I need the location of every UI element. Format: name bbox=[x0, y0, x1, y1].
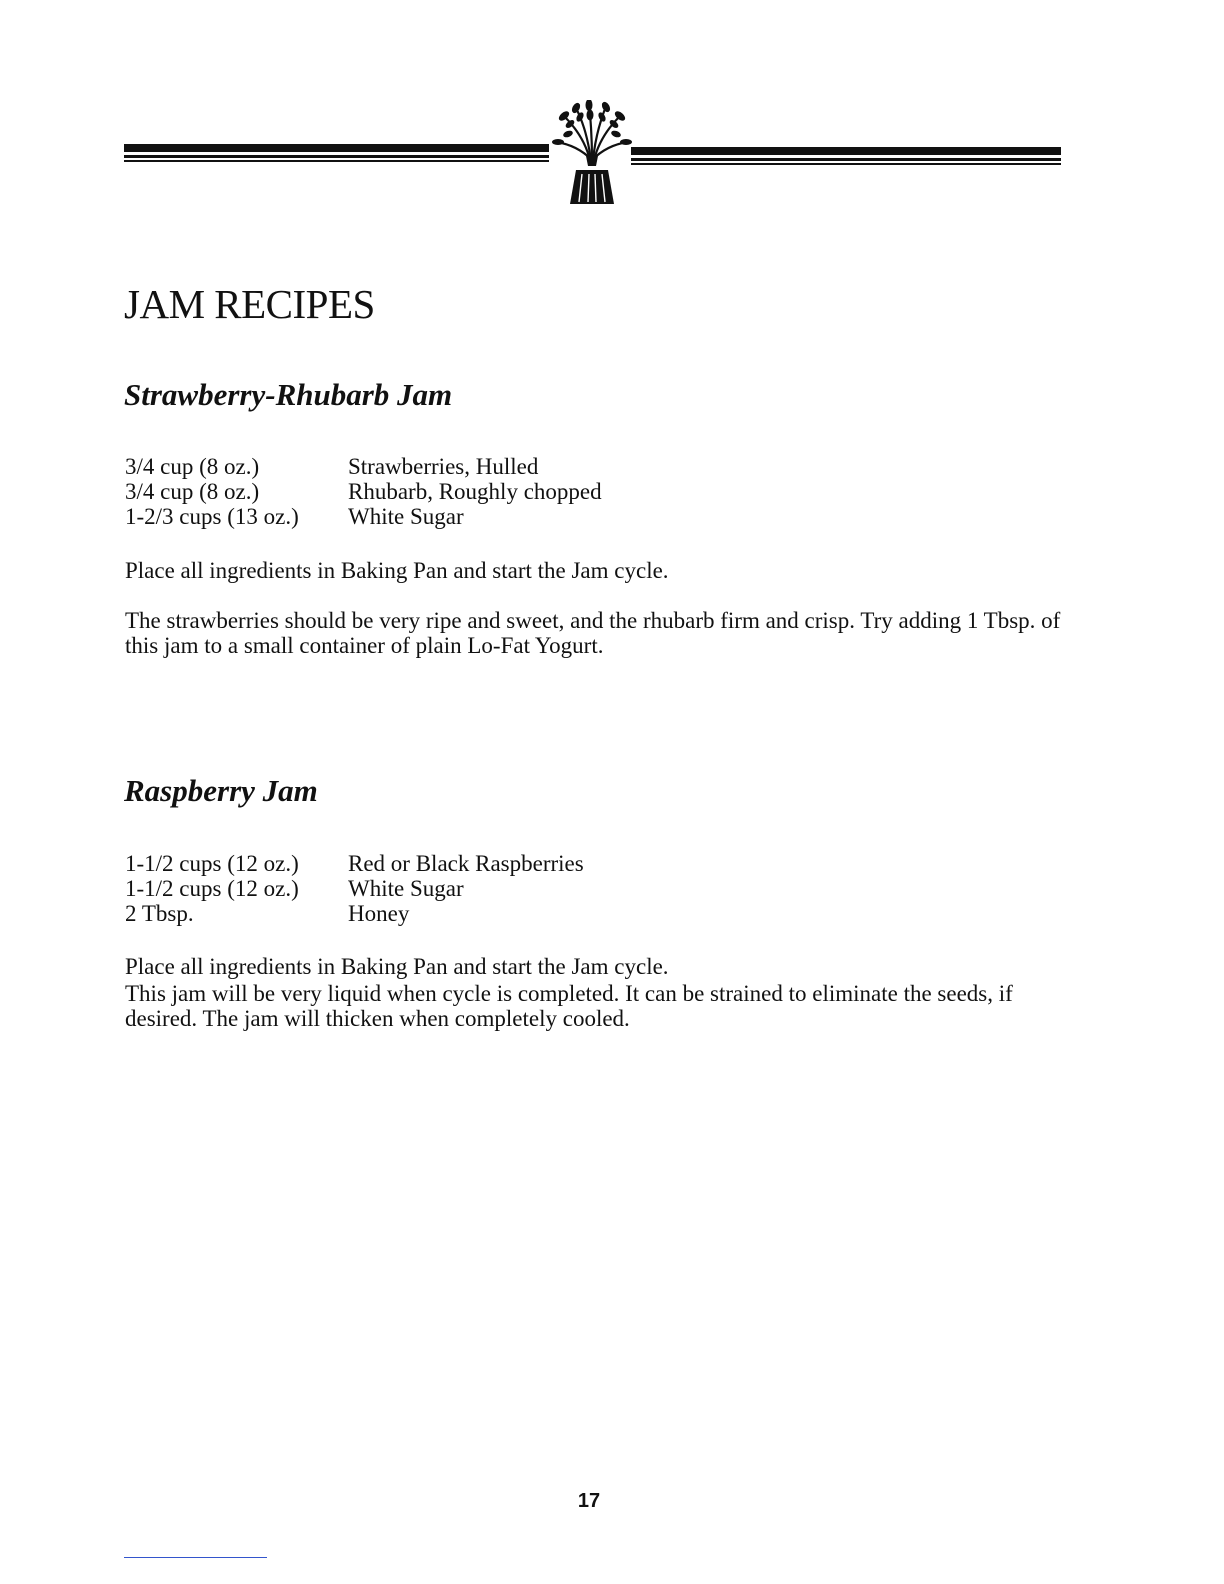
ingredient-quantity: 1-2/3 cups (13 oz.) bbox=[125, 504, 299, 529]
ingredient-quantity: 1-1/2 cups (12 oz.) bbox=[125, 876, 299, 901]
recipe-note: The strawberries should be very ripe and sweet, and the rhubarb firm and crisp. Try adding 1 Tbsp. of this jam to a small container of plain Lo-Fat Yogurt. bbox=[125, 608, 1061, 658]
rule-line-right-hairline bbox=[631, 163, 1061, 165]
header-rule bbox=[124, 100, 1061, 210]
ingredient-quantity: 1-1/2 cups (12 oz.) bbox=[125, 851, 299, 876]
footnote-rule bbox=[124, 1557, 267, 1558]
ingredient-list-raspberry bbox=[125, 851, 584, 926]
ingredient-item: Honey bbox=[348, 901, 410, 926]
ingredient-row bbox=[125, 851, 584, 876]
ingredient-item: Red or Black Raspberries bbox=[348, 851, 584, 876]
ingredient-row bbox=[125, 901, 584, 926]
rule-line-left bbox=[124, 144, 549, 152]
ingredient-list-strawberry-rhubarb bbox=[125, 454, 602, 529]
ingredient-quantity: 3/4 cup (8 oz.) bbox=[125, 454, 260, 479]
recipe-title-strawberry-rhubarb: Strawberry-Rhubarb Jam bbox=[124, 377, 453, 412]
wheat-sheaf-icon bbox=[542, 100, 642, 210]
recipe-instructions: Place all ingredients in Baking Pan and start the Jam cycle. bbox=[125, 558, 669, 583]
ingredient-item: Strawberries, Hulled bbox=[348, 454, 539, 479]
recipe-note: This jam will be very liquid when cycle is completed. It can be strained to eliminate the seeds, if desired. The jam will thicken when completely cooled. bbox=[125, 981, 1013, 1031]
page-number: 17 bbox=[577, 1490, 601, 1512]
rule-line-left-hairline bbox=[124, 160, 549, 162]
rule-line-left-thin bbox=[124, 155, 549, 158]
recipe-title-raspberry: Raspberry Jam bbox=[124, 773, 318, 808]
ingredient-row bbox=[125, 454, 602, 479]
ingredient-row bbox=[125, 479, 602, 504]
ingredient-row bbox=[125, 876, 584, 901]
ingredient-item: Rhubarb, Roughly chopped bbox=[348, 479, 602, 504]
recipe-instructions: Place all ingredients in Baking Pan and start the Jam cycle. bbox=[125, 954, 669, 979]
ingredient-row bbox=[125, 504, 602, 529]
ingredient-quantity: 3/4 cup (8 oz.) bbox=[125, 479, 260, 504]
ingredient-item: White Sugar bbox=[348, 504, 464, 529]
rule-line-right-thin bbox=[631, 158, 1061, 161]
page-title: JAM RECIPES bbox=[124, 281, 375, 327]
ingredient-item: White Sugar bbox=[348, 876, 464, 901]
ingredient-quantity: 2 Tbsp. bbox=[125, 901, 194, 926]
rule-line-right bbox=[631, 147, 1061, 155]
